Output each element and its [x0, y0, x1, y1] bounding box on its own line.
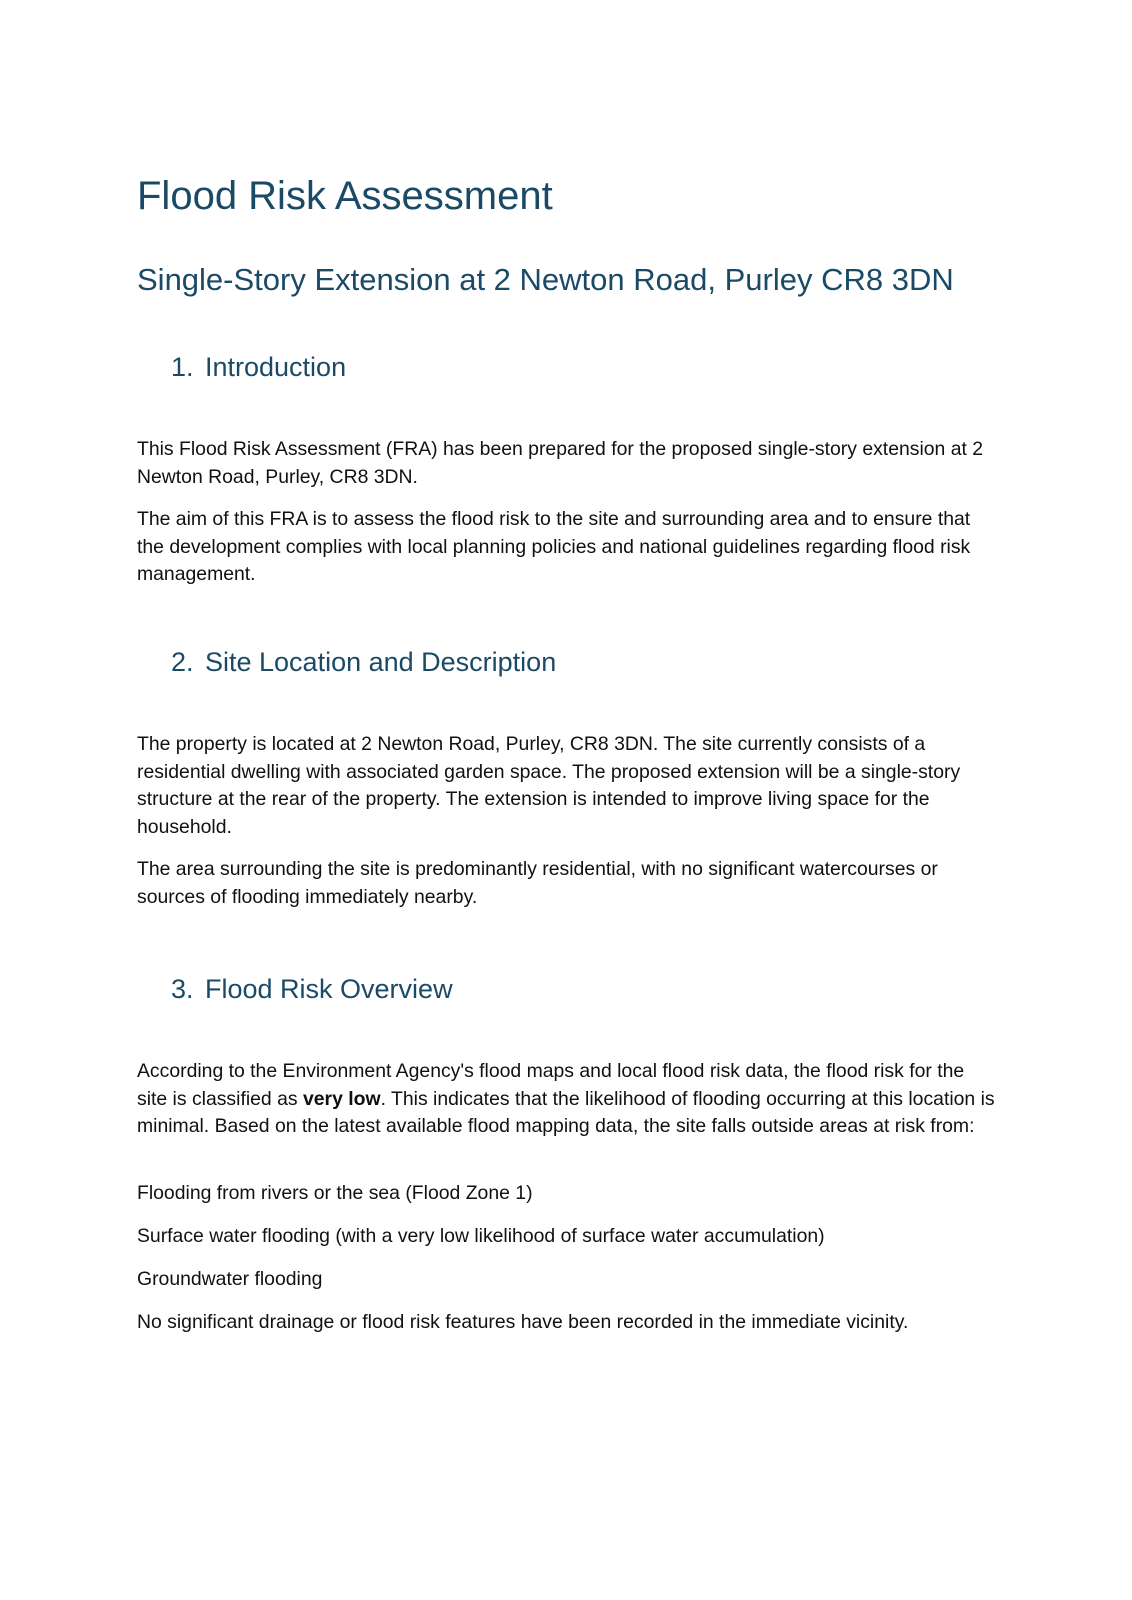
risk-item-groundwater: Groundwater flooding [137, 1268, 323, 1290]
section-number: 2. [171, 647, 194, 677]
section-title: Site Location and Description [205, 647, 557, 677]
intro-paragraph-2: The aim of this FRA is to assess the flood risk to the site and surrounding area and to ensure that the development complies with local planning policies and national guidelines regarding flood risk management. [137, 508, 971, 585]
risk-classification: very low [302, 1087, 381, 1110]
document-title: Flood Risk Assessment [137, 174, 553, 218]
section-heading-flood-risk-overview [171, 972, 453, 1006]
section-number: 3. [171, 974, 194, 1004]
section-heading-introduction [171, 350, 346, 384]
overview-text-after: . This indicates that the likelihood of flooding occurring at this location is minimal. Based on the latest available flood mapping data, the site falls outside areas at risk from: [137, 1087, 995, 1137]
risk-item-surface-water: Surface water flooding (with a very low likelihood of surface water accumulation) [137, 1225, 825, 1247]
risk-item-rivers-sea: Flooding from rivers or the sea (Flood Zone 1) [137, 1182, 533, 1204]
intro-paragraph-1: This Flood Risk Assessment (FRA) has been prepared for the proposed single-story extension at 2 Newton Road, Purley, CR8 3DN. [137, 438, 984, 488]
overview-paragraph [137, 1058, 997, 1141]
section-title: Introduction [205, 352, 347, 382]
document-subtitle: Single-Story Extension at 2 Newton Road, Purley CR8 3DN [137, 262, 954, 297]
section-title: Flood Risk Overview [205, 974, 453, 1004]
closing-statement: No significant drainage or flood risk features have been recorded in the immediate vicinity. [137, 1311, 909, 1333]
section-number: 1. [171, 352, 194, 382]
site-paragraph-2: The area surrounding the site is predominantly residential, with no significant watercourses or sources of flooding immediately nearby. [137, 858, 938, 908]
overview-text-before: According to the Environment Agency's flood maps and local flood risk data, the flood risk for the site is classified as [137, 1060, 965, 1110]
site-paragraph-1: The property is located at 2 Newton Road, Purley, CR8 3DN. The site currently consists of a residential dwelling with associated garden space. The proposed extension will be a single-story structure at the rear of the property. The extension is intended to improve living space for the household. [137, 733, 961, 838]
section-heading-site-location [171, 645, 556, 679]
